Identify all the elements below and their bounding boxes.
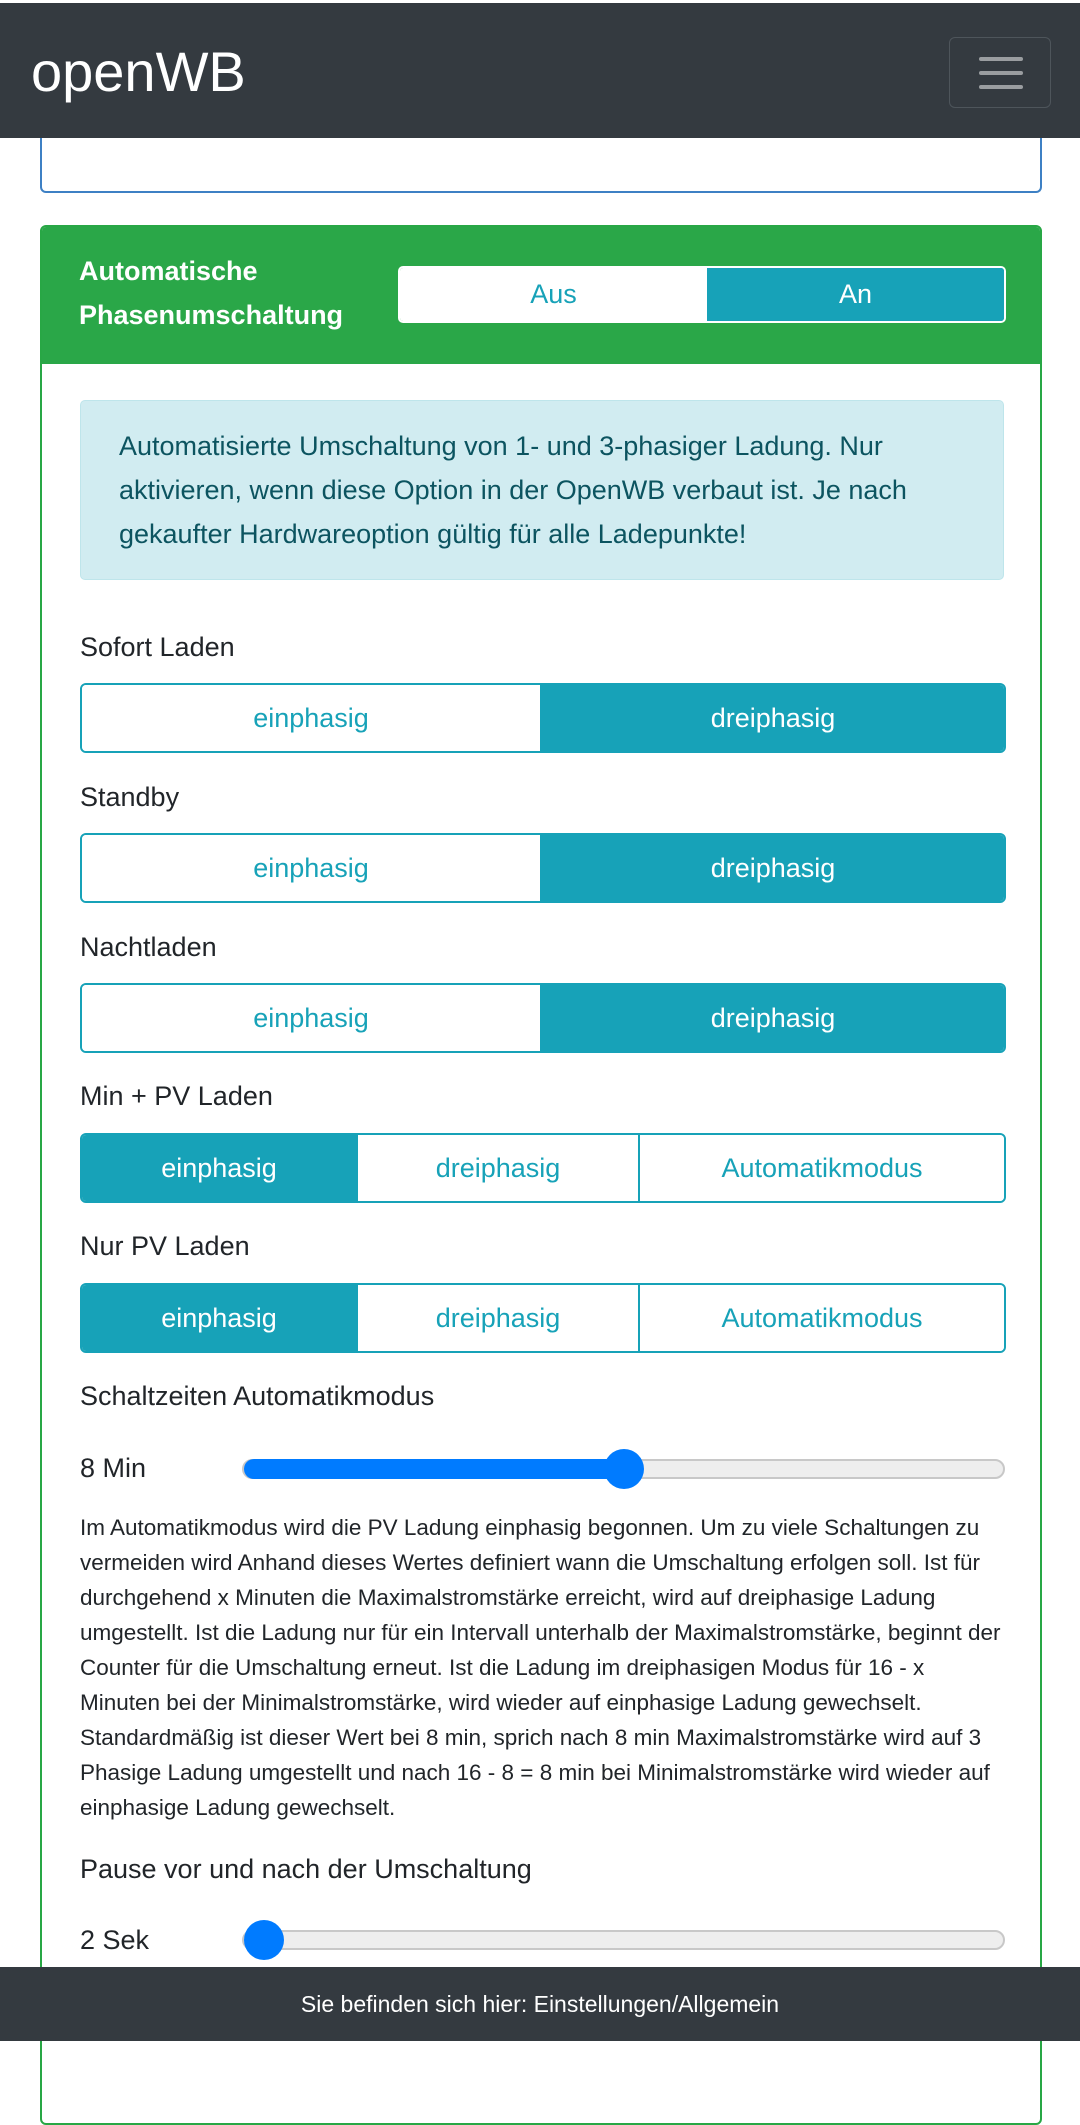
- mode-group-standby: [80, 833, 1006, 903]
- navbar: [0, 3, 1080, 138]
- nurpv-dreiphasig-button[interactable]: dreiphasig: [356, 1285, 638, 1351]
- sofort-dreiphasig-button[interactable]: dreiphasig: [540, 685, 1004, 751]
- phase-switch-toggle: [398, 266, 1006, 323]
- card-title: Automatische Phasenumschaltung: [79, 256, 344, 330]
- hamburger-icon[interactable]: [949, 37, 1051, 108]
- minpv-einphasig-button[interactable]: einphasig: [82, 1135, 356, 1201]
- mode-label-minpv: Min + PV Laden: [80, 1081, 273, 1111]
- automatik-description: Im Automatikmodus wird die PV Ladung einphasig begonnen. Um zu viele Schaltungen zu vermeiden wird Anhand dieses Wertes definiert wann die Umschaltung erfolgen soll. Ist für durchgehend x Minuten die Maximalstromstärke erreicht, wird auf dreiphasige Ladung umgestellt. Ist die Ladung nur für ein Intervall unterhalb der Maximalstromstärke, beginnt der Counter für die Umschaltung erneut. Ist die Ladung im dreiphasigen Modus für 16 - x Minuten bei der Minimalstromstärke, wird wieder auf einphasige Ladung gewechselt. Standardmäßig ist dieser Wert bei 8 min, sprich nach 8 min Maximalstromstärke wird auf 3 Phasige Ladung umgestellt und nach 16 - 8 = 8 min bei Minimalstromstärke wird wieder auf einphasige Ladung gewechselt.: [80, 1515, 1001, 1820]
- phase-switch-card: [40, 225, 1042, 2125]
- mode-group-nurpv: [80, 1283, 1006, 1353]
- toggle-aus-button[interactable]: Aus: [400, 268, 707, 321]
- slider-thumb[interactable]: [244, 1920, 284, 1960]
- info-alert: Automatisierte Umschaltung von 1- und 3-phasiger Ladung. Nur aktivieren, wenn diese Option in der OpenWB verbaut ist. Je nach gekaufter Hardwareoption gültig für alle Ladepunkte!: [80, 400, 1004, 580]
- minpv-dreiphasig-button[interactable]: dreiphasig: [356, 1135, 638, 1201]
- nachtladen-einphasig-button[interactable]: einphasig: [82, 985, 540, 1051]
- standby-einphasig-button[interactable]: einphasig: [82, 835, 540, 901]
- schaltzeiten-slider[interactable]: [242, 1459, 1005, 1479]
- mode-label-nachtladen: Nachtladen: [80, 932, 217, 962]
- mode-label-sofort: Sofort Laden: [80, 632, 235, 662]
- brand-logo[interactable]: openWB: [31, 40, 246, 103]
- standby-dreiphasig-button[interactable]: dreiphasig: [540, 835, 1004, 901]
- mode-group-sofort: [80, 683, 1006, 753]
- nachtladen-dreiphasig-button[interactable]: dreiphasig: [540, 985, 1004, 1051]
- pause-slider[interactable]: [242, 1930, 1005, 1950]
- nurpv-automatik-button[interactable]: Automatikmodus: [638, 1285, 1004, 1351]
- slider-thumb[interactable]: [604, 1449, 644, 1489]
- mode-group-nachtladen: [80, 983, 1006, 1053]
- pause-value: 2 Sek: [80, 1925, 150, 1955]
- schaltzeiten-label: Schaltzeiten Automatikmodus: [80, 1381, 435, 1411]
- mode-label-nurpv: Nur PV Laden: [80, 1231, 250, 1261]
- slider-fill: [244, 1459, 624, 1479]
- sofort-einphasig-button[interactable]: einphasig: [82, 685, 540, 751]
- minpv-automatik-button[interactable]: Automatikmodus: [638, 1135, 1004, 1201]
- mode-group-minpv: [80, 1133, 1006, 1203]
- pause-label: Pause vor und nach der Umschaltung: [80, 1854, 532, 1884]
- schaltzeiten-value: 8 Min: [80, 1453, 147, 1483]
- toggle-an-button[interactable]: An: [707, 268, 1004, 321]
- nurpv-einphasig-button[interactable]: einphasig: [82, 1285, 356, 1351]
- card-header: [42, 227, 1040, 364]
- mode-label-standby: Standby: [80, 782, 180, 812]
- footer-breadcrumb: Sie befinden sich hier: Einstellungen/Allgemein: [0, 1967, 1080, 2041]
